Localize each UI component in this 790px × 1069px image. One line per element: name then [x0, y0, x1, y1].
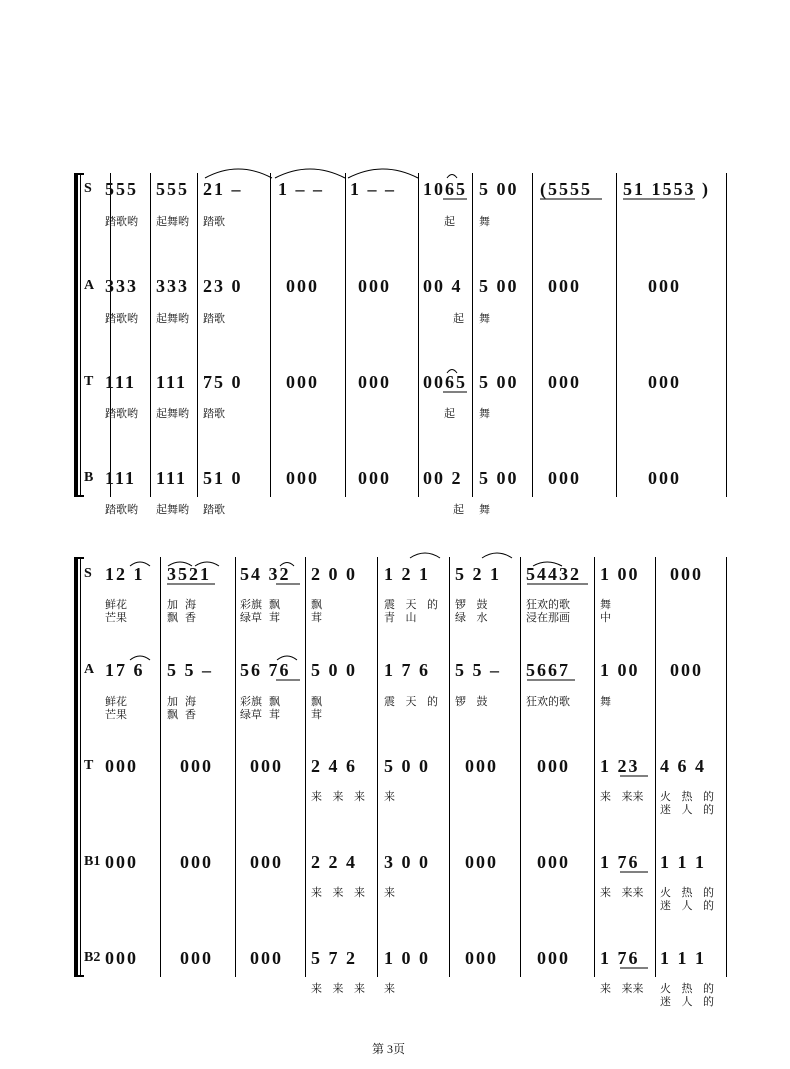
measure-notes: 000	[250, 852, 283, 872]
measure-notes: 5 00	[479, 372, 519, 392]
measure-notes: 1 00	[600, 564, 640, 584]
lyric-text: 踏歌哟	[105, 312, 138, 325]
measure-notes: 5 5 –	[455, 660, 501, 680]
measure-notes: 5 7 2	[311, 948, 357, 968]
measure-notes: 000	[548, 468, 581, 488]
measure-notes: 000	[465, 756, 498, 776]
measure-notes: 5 00	[479, 179, 519, 199]
measure-notes: 000	[180, 756, 213, 776]
measure-notes: 1 23	[600, 756, 640, 776]
measure-notes: 1 0 0	[384, 948, 430, 968]
voice-label: B1	[84, 854, 101, 869]
lyric-text: 舞	[479, 503, 490, 516]
lyric-text: 飘 茸	[311, 598, 322, 624]
lyric-text: 飘 茸	[311, 695, 322, 721]
lyric-text: 来 来 来	[311, 982, 365, 995]
measure-notes: 000	[358, 276, 391, 296]
lyric-text: 踏歌	[203, 312, 225, 325]
measure-notes: 17 6	[105, 660, 145, 680]
measure-notes: 333	[156, 276, 189, 296]
lyric-text: 起舞哟	[156, 503, 189, 516]
lyric-text: 起	[453, 312, 464, 325]
lyric-text: 震 天 的	[384, 695, 438, 708]
measure-notes: 000	[180, 948, 213, 968]
lyric-text: 火 热 的 迷 人 的	[660, 982, 714, 1008]
measure-notes: 4 6 4	[660, 756, 706, 776]
measure-notes: 000	[286, 468, 319, 488]
measure-notes: 5 5 –	[167, 660, 213, 680]
measure-notes: 3521	[167, 564, 211, 584]
measure-notes: 000	[358, 468, 391, 488]
lyric-text: 起	[444, 407, 455, 420]
measure-notes: 1 76	[600, 852, 640, 872]
lyric-text: 鲜花 芒果	[105, 598, 127, 624]
lyric-text: 来 来 来	[311, 790, 365, 803]
lyric-text: 彩旗 飘 绿草 茸	[240, 695, 280, 721]
measure-notes: 000	[548, 372, 581, 392]
voice-label: B	[84, 470, 94, 485]
measure-notes: 51 1553 )	[623, 179, 710, 199]
measure-notes: 000	[105, 756, 138, 776]
lyric-text: 起	[453, 503, 464, 516]
lyric-text: 来	[384, 982, 395, 995]
measure-notes: 1 – –	[278, 179, 324, 199]
lyric-text: 舞	[479, 215, 490, 228]
measure-notes: 111	[156, 372, 188, 392]
measure-notes: 0065	[423, 372, 467, 392]
measure-notes: 000	[465, 852, 498, 872]
voice-label: T	[84, 758, 94, 773]
voice-label: S	[84, 181, 92, 196]
lyric-text: 加 海 飘 香	[167, 695, 196, 721]
lyric-text: 起舞哟	[156, 407, 189, 420]
measure-notes: 21 –	[203, 179, 243, 199]
lyric-text: 来 来来	[600, 982, 644, 995]
lyric-text: 震 天 的 青 山	[384, 598, 438, 624]
measure-notes: 54432	[526, 564, 581, 584]
lyric-text: 来 来来	[600, 886, 644, 899]
measure-notes: 000	[250, 756, 283, 776]
measure-notes: 00 2	[423, 468, 463, 488]
lyric-text: 起舞哟	[156, 312, 189, 325]
measure-notes: 000	[548, 276, 581, 296]
measure-notes: 75 0	[203, 372, 243, 392]
measure-notes: 000	[648, 468, 681, 488]
voice-label: B2	[84, 950, 101, 965]
measure-notes: 333	[105, 276, 138, 296]
lyric-text: 舞 中	[600, 598, 611, 624]
measure-notes: 23 0	[203, 276, 243, 296]
lyric-text: 起舞哟	[156, 215, 189, 228]
lyric-text: 火 热 的 迷 人 的	[660, 886, 714, 912]
measure-notes: 2 2 4	[311, 852, 357, 872]
lyric-text: 踏歌	[203, 407, 225, 420]
measure-notes: 111	[105, 468, 137, 488]
measure-notes: 000	[250, 948, 283, 968]
measure-notes: 1 76	[600, 948, 640, 968]
measure-notes: 000	[537, 756, 570, 776]
voice-label: A	[84, 662, 95, 677]
measure-notes: 000	[358, 372, 391, 392]
measure-notes: 1 00	[600, 660, 640, 680]
lyric-text: 锣 鼓 绿 水	[455, 598, 488, 624]
measure-notes: 3 0 0	[384, 852, 430, 872]
lyric-text: 踏歌哟	[105, 215, 138, 228]
measure-notes: 1 7 6	[384, 660, 430, 680]
measure-notes: 000	[537, 948, 570, 968]
lyric-text: 来 来来	[600, 790, 644, 803]
lyric-text: 起	[444, 215, 455, 228]
measure-notes: 5 2 1	[455, 564, 501, 584]
lyric-text: 踏歌哟	[105, 407, 138, 420]
lyric-text: 踏歌哟	[105, 503, 138, 516]
measure-notes: 1 1 1	[660, 852, 706, 872]
lyric-text: 加 海 飘 香	[167, 598, 196, 624]
measure-notes: 000	[648, 276, 681, 296]
measure-notes: 2 0 0	[311, 564, 357, 584]
measure-notes: 5 0 0	[384, 756, 430, 776]
lyric-text: 彩旗 飘 绿草 茸	[240, 598, 280, 624]
measure-notes: 1 – –	[350, 179, 396, 199]
measure-notes: (5555	[540, 179, 592, 199]
voice-label: S	[84, 566, 92, 581]
lyric-text: 舞	[479, 407, 490, 420]
measure-notes: 1 2 1	[384, 564, 430, 584]
measure-notes: 111	[156, 468, 188, 488]
measure-notes: 1 1 1	[660, 948, 706, 968]
measure-notes: 000	[537, 852, 570, 872]
measure-notes: 2 4 6	[311, 756, 357, 776]
measure-notes: 000	[180, 852, 213, 872]
measure-notes: 000	[670, 660, 703, 680]
page-footer: 第 3页	[372, 1042, 406, 1056]
measure-notes: 5 00	[479, 468, 519, 488]
measure-notes: 555	[156, 179, 189, 199]
voice-label: A	[84, 278, 95, 293]
measure-notes: 000	[286, 276, 319, 296]
measure-notes: 5 0 0	[311, 660, 357, 680]
measure-notes: 000	[670, 564, 703, 584]
lyric-text: 舞	[479, 312, 490, 325]
measure-notes: 56 76	[240, 660, 291, 680]
lyric-text: 火 热 的 迷 人 的	[660, 790, 714, 816]
voice-label: T	[84, 374, 94, 389]
measure-notes: 51 0	[203, 468, 243, 488]
lyric-text: 踏歌	[203, 503, 225, 516]
measure-notes: 000	[648, 372, 681, 392]
measure-notes: 000	[286, 372, 319, 392]
measure-notes: 5667	[526, 660, 570, 680]
lyric-text: 来	[384, 886, 395, 899]
measure-notes: 000	[105, 852, 138, 872]
lyric-text: 踏歌	[203, 215, 225, 228]
measure-notes: 000	[465, 948, 498, 968]
measure-notes: 12 1	[105, 564, 145, 584]
measure-notes: 54 32	[240, 564, 291, 584]
measure-notes: 555	[105, 179, 138, 199]
lyric-text: 锣 鼓	[455, 695, 488, 708]
measure-notes: 1065	[423, 179, 467, 199]
lyric-text: 来	[384, 790, 395, 803]
measure-notes: 00 4	[423, 276, 463, 296]
measure-notes: 5 00	[479, 276, 519, 296]
lyric-text: 舞	[600, 695, 611, 708]
lyric-text: 来 来 来	[311, 886, 365, 899]
measure-notes: 000	[105, 948, 138, 968]
lyric-text: 鲜花 芒果	[105, 695, 127, 721]
lyric-text: 狂欢的歌	[526, 695, 570, 708]
lyric-text: 狂欢的歌 浸在那画	[526, 598, 570, 624]
measure-notes: 111	[105, 372, 137, 392]
